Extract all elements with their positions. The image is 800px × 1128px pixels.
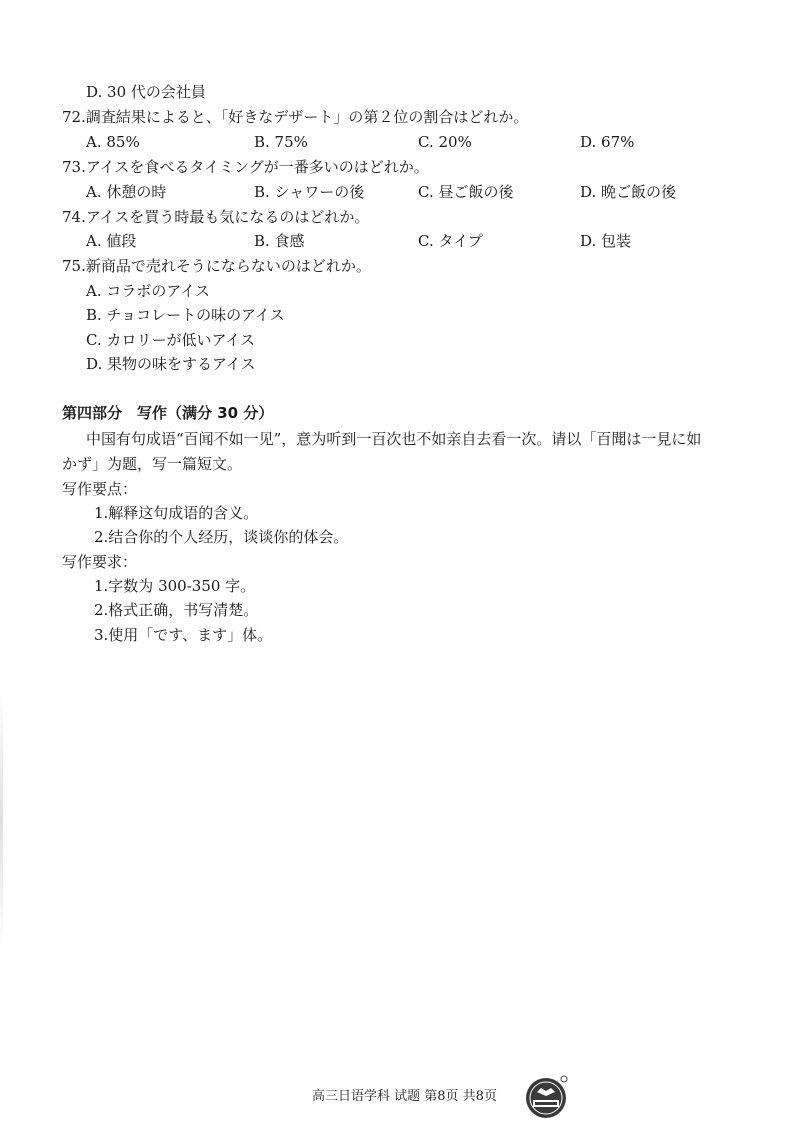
question-74-options: [86, 231, 726, 251]
writing-points-heading: 写作要点：: [62, 480, 138, 498]
option-c: C. タイプ: [418, 232, 483, 250]
scan-edge-shadow: [0, 690, 3, 950]
question-74-stem: 74.アイスを買う時最も気になるのはどれか。: [62, 208, 370, 226]
question-73-stem: 73.アイスを食べるタイミングが一番多いのはどれか。: [62, 158, 429, 176]
option-b: B. 食感: [254, 232, 305, 250]
q71-option-d: D. 30 代の会社員: [86, 83, 206, 101]
option-b: B. 75%: [254, 133, 308, 151]
writing-point-1: 1.解释这句成语的含义。: [94, 504, 259, 522]
option-a: A. 85%: [86, 133, 140, 151]
writing-requirement-3: 3.使用「です、ます」体。: [94, 626, 273, 644]
publisher-seal-icon: [523, 1074, 569, 1120]
question-72-options: [86, 132, 726, 152]
question-75-option-a: A. コラボのアイス: [86, 282, 210, 300]
question-75-option-c: C. カロリーが低いアイス: [86, 331, 255, 349]
option-b: B. シャワーの後: [254, 183, 365, 201]
question-75-option-b: B. チョコレートの味のアイス: [86, 306, 285, 324]
question-73-options: [86, 182, 726, 202]
writing-section-title: 第四部分 写作（满分 30 分）: [62, 404, 274, 422]
option-c: C. 20%: [418, 133, 472, 151]
writing-requirement-2: 2.格式正确，书写清楚。: [94, 601, 259, 619]
option-c: C. 昼ご飯の後: [418, 183, 514, 201]
question-75-option-d: D. 果物の味をするアイス: [86, 355, 256, 373]
writing-point-2: 2.结合你的个人经历，谈谈你的体会。: [94, 528, 349, 546]
question-75-stem: 75.新商品で売れそうにならないのはどれか。: [62, 257, 371, 275]
writing-requirement-1: 1.字数为 300-350 字。: [94, 577, 256, 595]
option-d: D. 晩ご飯の後: [580, 183, 677, 201]
page-footer: 高三日语学科 试题 第8页 共8页: [312, 1089, 497, 1104]
option-d: D. 67%: [580, 133, 635, 151]
option-d: D. 包装: [580, 232, 632, 250]
question-72-stem: 72.調査結果によると、「好きなデザート」の第２位の割合はどれか。: [62, 108, 529, 126]
writing-intro-line-2: かず」为题，写一篇短文。: [62, 455, 243, 473]
writing-intro-line-1: 中国有句成语“百闻不如一见”，意为听到一百次也不如亲自去看一次。请以「百聞は一見に如: [86, 430, 702, 448]
option-a: A. 値段: [86, 232, 137, 250]
option-a: A. 休憩の時: [86, 183, 167, 201]
writing-requirements-heading: 写作要求：: [62, 553, 138, 571]
